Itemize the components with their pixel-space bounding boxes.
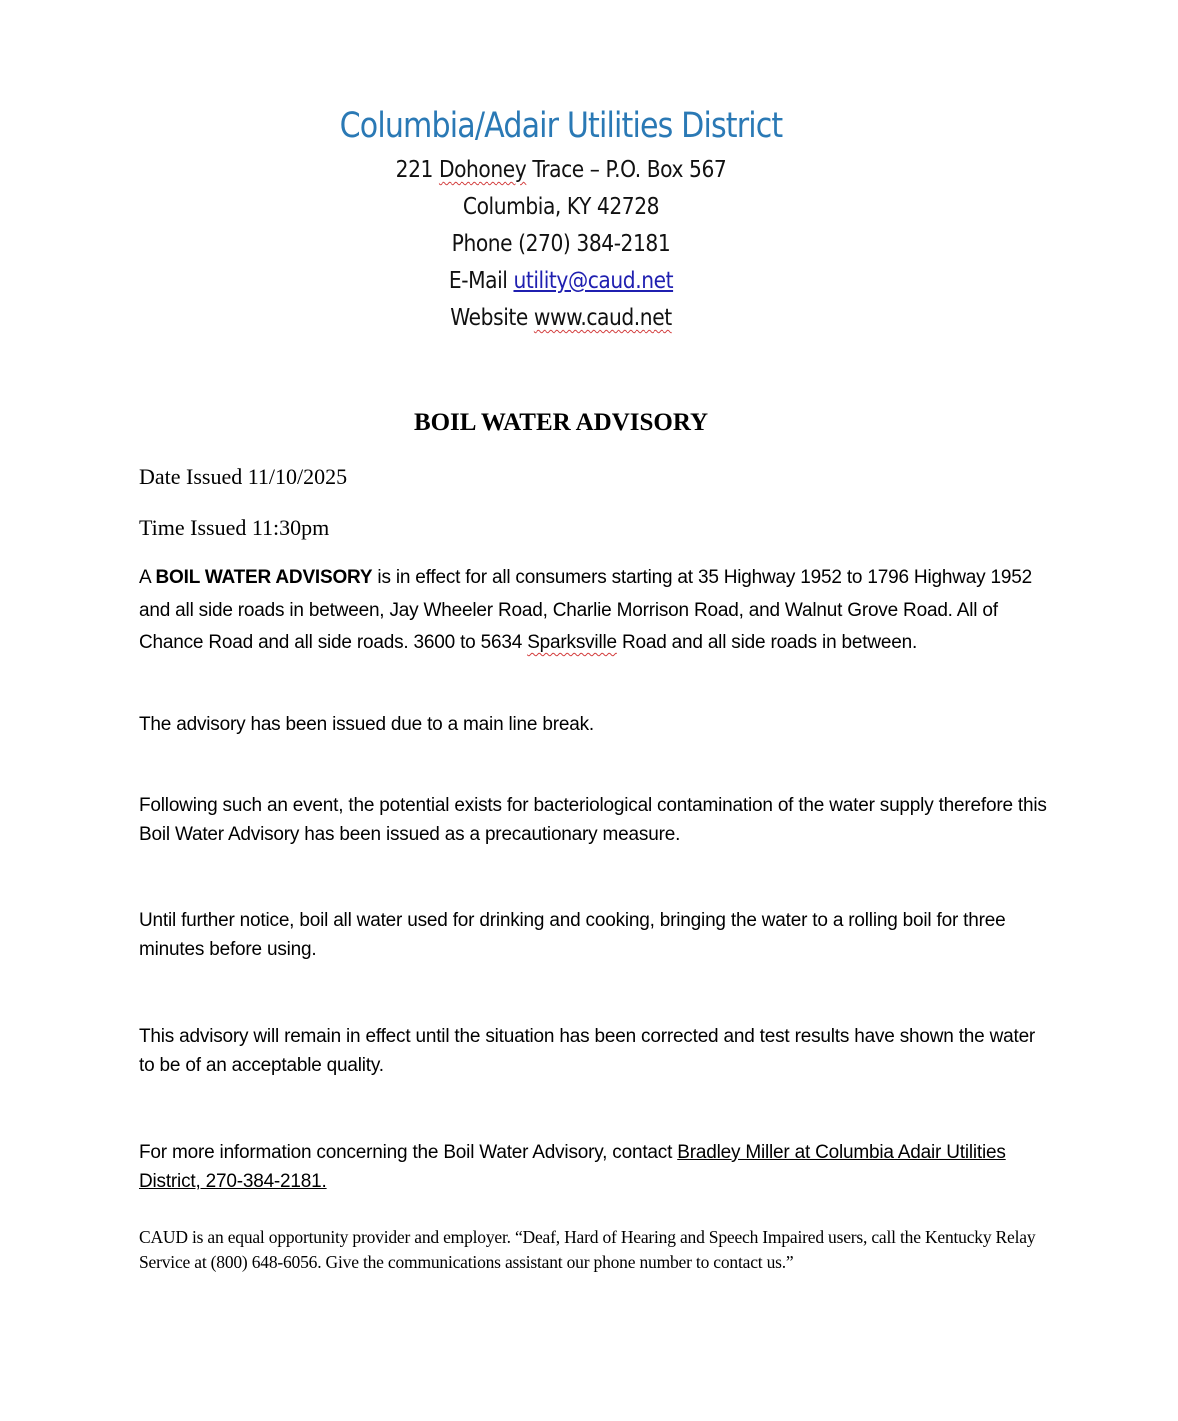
contact-lead: For more information concerning the Boil Water Advisory, contact xyxy=(139,1142,678,1163)
email-label: E-Mail xyxy=(448,268,514,294)
website-label: Website xyxy=(450,305,534,331)
address-number: 221 xyxy=(395,157,439,183)
phone-line: Phone (270) 384-2181 xyxy=(451,231,671,257)
organization-name: Columbia/Adair Utilities District xyxy=(339,106,783,146)
contact-paragraph xyxy=(139,1138,1049,1196)
date-issued: Date Issued 11/10/2025 xyxy=(139,464,348,489)
instructions-paragraph: Until further notice, boil all water used for drinking and cooking, bringing the water to a rolling boil for three minutes before using. xyxy=(139,910,1006,960)
time-issued: Time Issued 11:30pm xyxy=(139,515,330,540)
contamination-paragraph: Following such an event, the potential exists for bacteriological contamination of the water supply therefore this Boil Water Advisory has been issued as a precautionary measure. xyxy=(139,795,1047,845)
website-line xyxy=(67,300,1054,337)
address-street: Dohoney xyxy=(438,157,527,183)
equal-opportunity-footer: CAUD is an equal opportunity provider and employer. “Deaf, Hard of Hearing and Speech Impaired users, call the Kentucky Relay Service at (800) 648-6056. Give the communications assistant our phone number to contact us.” xyxy=(139,1227,1036,1272)
p1-lead: A xyxy=(139,567,156,588)
duration-paragraph: This advisory will remain in effect until the situation has been corrected and test results have shown the water to be of an acceptable quality. xyxy=(139,1026,1036,1076)
address-line xyxy=(67,152,1054,189)
reason-paragraph: The advisory has been issued due to a main line break. xyxy=(139,714,594,735)
p1-end: Road and all side roads in between. xyxy=(616,632,918,653)
website-link[interactable]: www.caud.net xyxy=(533,305,672,331)
advisory-area-paragraph xyxy=(139,562,1049,660)
address-rest: Trace – P.O. Box 567 xyxy=(526,157,727,183)
p1-body: is in effect for all consumers starting at 35 Highway 1952 to 1796 Highway 1952 and all side roads in between, Jay Wheeler Road, Charlie Morrison Road, and Walnut Grove Road. All of Chance Road and all side roads. 3600 to 5634 xyxy=(139,567,1032,653)
city-line: Columbia, KY 42728 xyxy=(462,194,660,220)
advisory-title: BOIL WATER ADVISORY xyxy=(413,409,709,436)
p1-spellcheck-word: Sparksville xyxy=(527,632,617,653)
contact-person: Bradley Miller at Columbia Adair Utilities District, 270-384-2181. xyxy=(139,1142,1006,1192)
p1-bold: BOIL WATER ADVISORY xyxy=(155,567,373,588)
email-link[interactable]: utility@caud.net xyxy=(513,268,674,294)
letterhead xyxy=(0,100,1122,337)
email-line xyxy=(67,263,1054,300)
